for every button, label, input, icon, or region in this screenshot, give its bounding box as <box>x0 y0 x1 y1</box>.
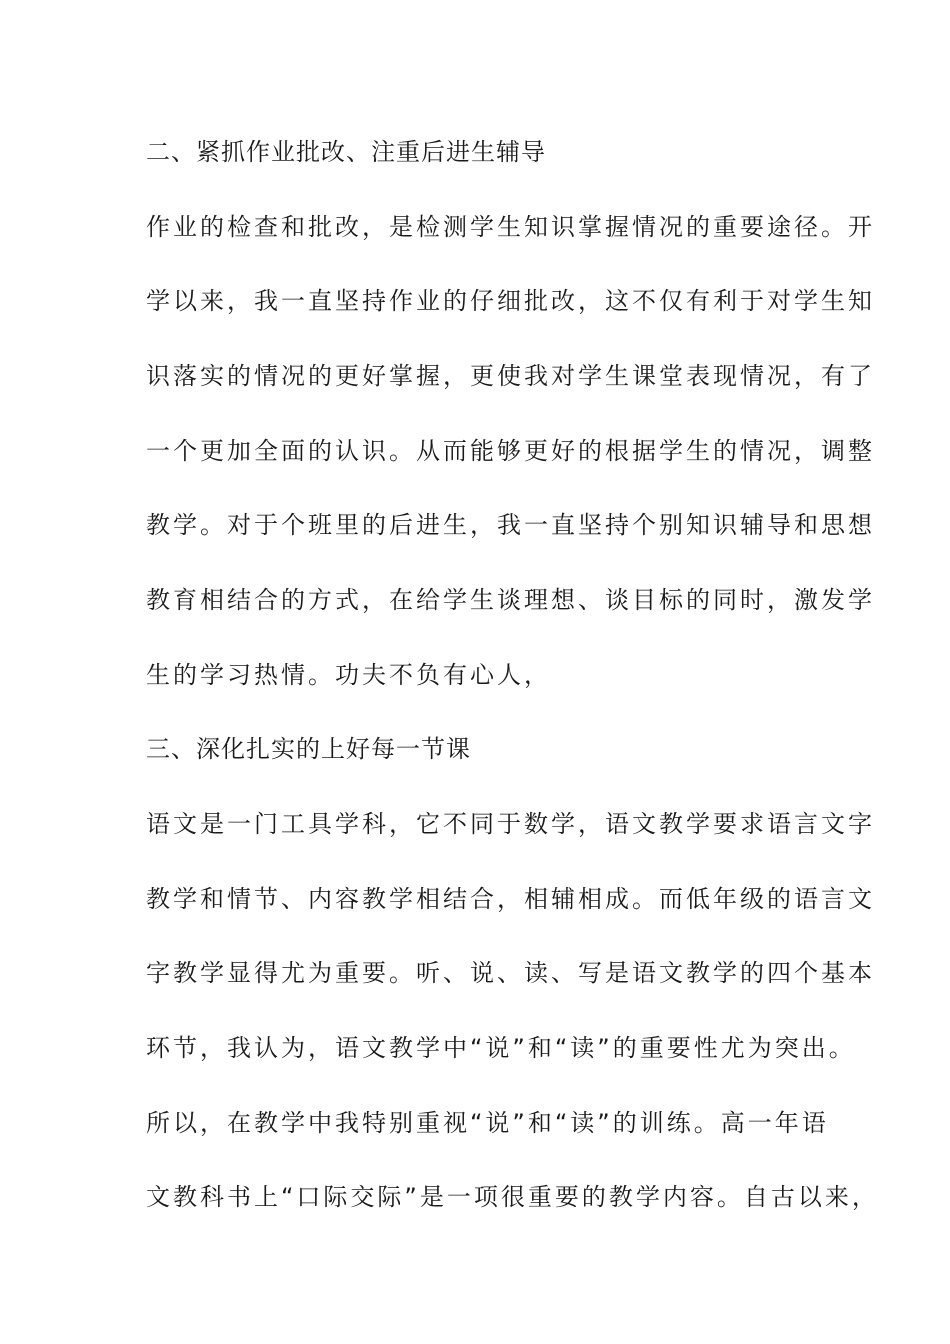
paragraph-line: 识落实的情况的更好掌握，更使我对学生课堂表现情况，有了 <box>146 362 875 390</box>
paragraph-line: 环节，我认为，语文教学中“说”和“读”的重要性尤为突出。 <box>146 1034 856 1062</box>
paragraph-line: 所以，在教学中我特别重视“说”和“读”的训练。高一年语 <box>146 1109 829 1137</box>
section-heading-3: 三、深化扎实的上好每一节课 <box>146 735 471 763</box>
paragraph-line: 学以来，我一直坚持作业的仔细批改，这不仅有利于对学生知 <box>146 287 875 315</box>
section-heading-2: 二、紧抓作业批改、注重后进生辅导 <box>146 138 546 166</box>
paragraph-line: 教学。对于个班里的后进生，我一直坚持个别知识辅导和思想 <box>146 511 875 539</box>
paragraph-line: 教学和情节、内容教学相结合，相辅相成。而低年级的语言文 <box>146 885 875 913</box>
paragraph-line: 教育相结合的方式，在给学生谈理想、谈目标的同时，激发学 <box>146 586 875 614</box>
paragraph-line: 文教科书上“口际交际”是一项很重要的教学内容。自古以来， <box>146 1183 879 1211</box>
paragraph-line: 字教学显得尤为重要。听、说、读、写是语文教学的四个基本 <box>146 959 875 987</box>
paragraph-line: 语文是一门工具学科，它不同于数学，语文教学要求语言文字 <box>146 810 875 838</box>
paragraph-line: 作业的检查和批改，是检测学生知识掌握情况的重要途径。开 <box>146 213 875 241</box>
paragraph-line: 生的学习热情。功夫不负有心人， <box>146 661 551 689</box>
paragraph-line: 一个更加全面的认识。从而能够更好的根据学生的情况，调整 <box>146 437 875 465</box>
